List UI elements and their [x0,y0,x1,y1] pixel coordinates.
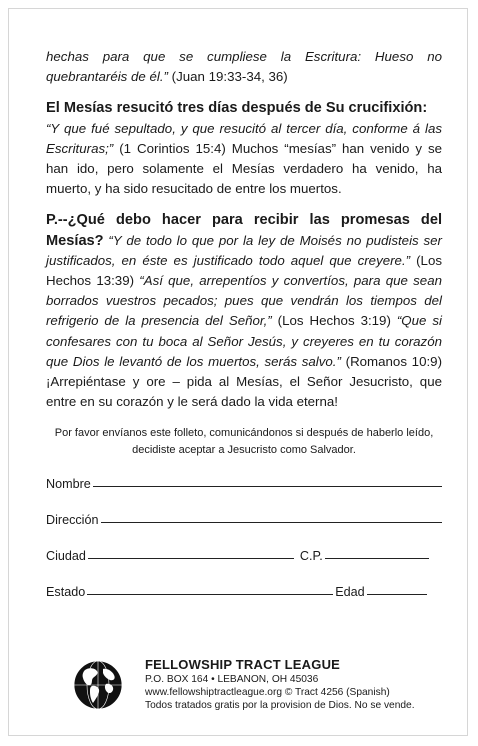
promises-quote-3: “Que si confesares con tu boca al Señor Jesús, y creyeres en tu corazón que Dios le levantó de los muertos, serás salvo.” [46,313,442,369]
resurrection-heading: El Mesías resucitó tres días después de Su crucifixión: [46,100,428,117]
promises-paragraph [46,210,442,412]
state-label: Estado [46,585,86,600]
resurrection-paragraph [46,98,442,199]
intro-paragraph [46,47,442,87]
promises-closing: ¡Arrepiéntase y ore – pida al Mesías, el Señor Jesucristo, que entre en su corazón y le será dado la vida eterna! [46,374,442,410]
age-field[interactable] [367,582,427,595]
response-form [46,471,442,599]
form-row-address [46,507,442,527]
city-field[interactable] [88,546,294,559]
globe-icon [73,660,123,710]
form-row-city [46,543,442,563]
promises-heading: P.--¿Qué debo hacer para recibir las promesas del Mesías? [46,212,442,249]
org-note: Todos tratados gratis por la provision de Dios. No se vende. [145,700,415,711]
org-website: www.fellowshiptractleague.org © Tract 4256 (Spanish) [145,687,390,698]
state-field[interactable] [87,582,333,595]
form-row-name [46,471,442,491]
resurrection-quote: “Y que fué sepultado, y que resucitó al tercer día, conforme á las Escrituras;” [46,120,442,156]
publisher-footer [73,657,453,727]
promises-quote-1: “Y de todo lo que por la ley de Moisés no pudisteis ser justificados, en éste es justificado todo aquel que creyere.” [46,232,442,268]
intro-ref: (Juan 19:33-34, 36) [167,69,288,85]
form-row-state [46,579,442,599]
resurrection-body: Muchos “mesías” han venido y se han ido, pero solamente el Mesías verdadero ha venido, ha muerto, y ha sido resucitado de entre los muertos. [46,140,442,197]
city-label: Ciudad [46,549,86,564]
org-address: P.O. BOX 164 • LEBANON, OH 45036 [145,674,319,685]
form-intro: Por favor envíanos este folleto, comunicándonos si después de haberlo leído, decidiste aceptar a Jesucristo como Salvador. [54,427,434,457]
promises-ref-3: (Romanos 10:9) [340,353,442,369]
name-field[interactable] [93,474,442,487]
org-name: FELLOWSHIP TRACT LEAGUE [145,657,341,672]
promises-ref-2: (Los Hechos 3:19) [271,313,397,329]
tract-content [46,47,442,615]
name-label: Nombre [46,477,91,492]
age-label: Edad [335,585,365,600]
address-label: Dirección [46,513,99,528]
tract-page [8,8,468,736]
promises-ref-1: (Los Hechos 13:39) [46,252,443,289]
resurrection-ref: (1 Corintios 15:4) [113,140,226,156]
publisher-info [145,657,475,712]
zip-label: C.P. [299,549,323,564]
zip-field[interactable] [325,546,429,559]
promises-quote-2: “Así que, arrepentíos y convertíos, para que sean borrados vuestros pecados; pues que vendrán los tiempos del refrigerio de la presencia del Señor,” [46,273,442,329]
intro-quote: hechas para que se cumpliese la Escritura: Hueso no quebrantaréis de él.” [46,49,442,85]
address-field[interactable] [101,510,443,523]
